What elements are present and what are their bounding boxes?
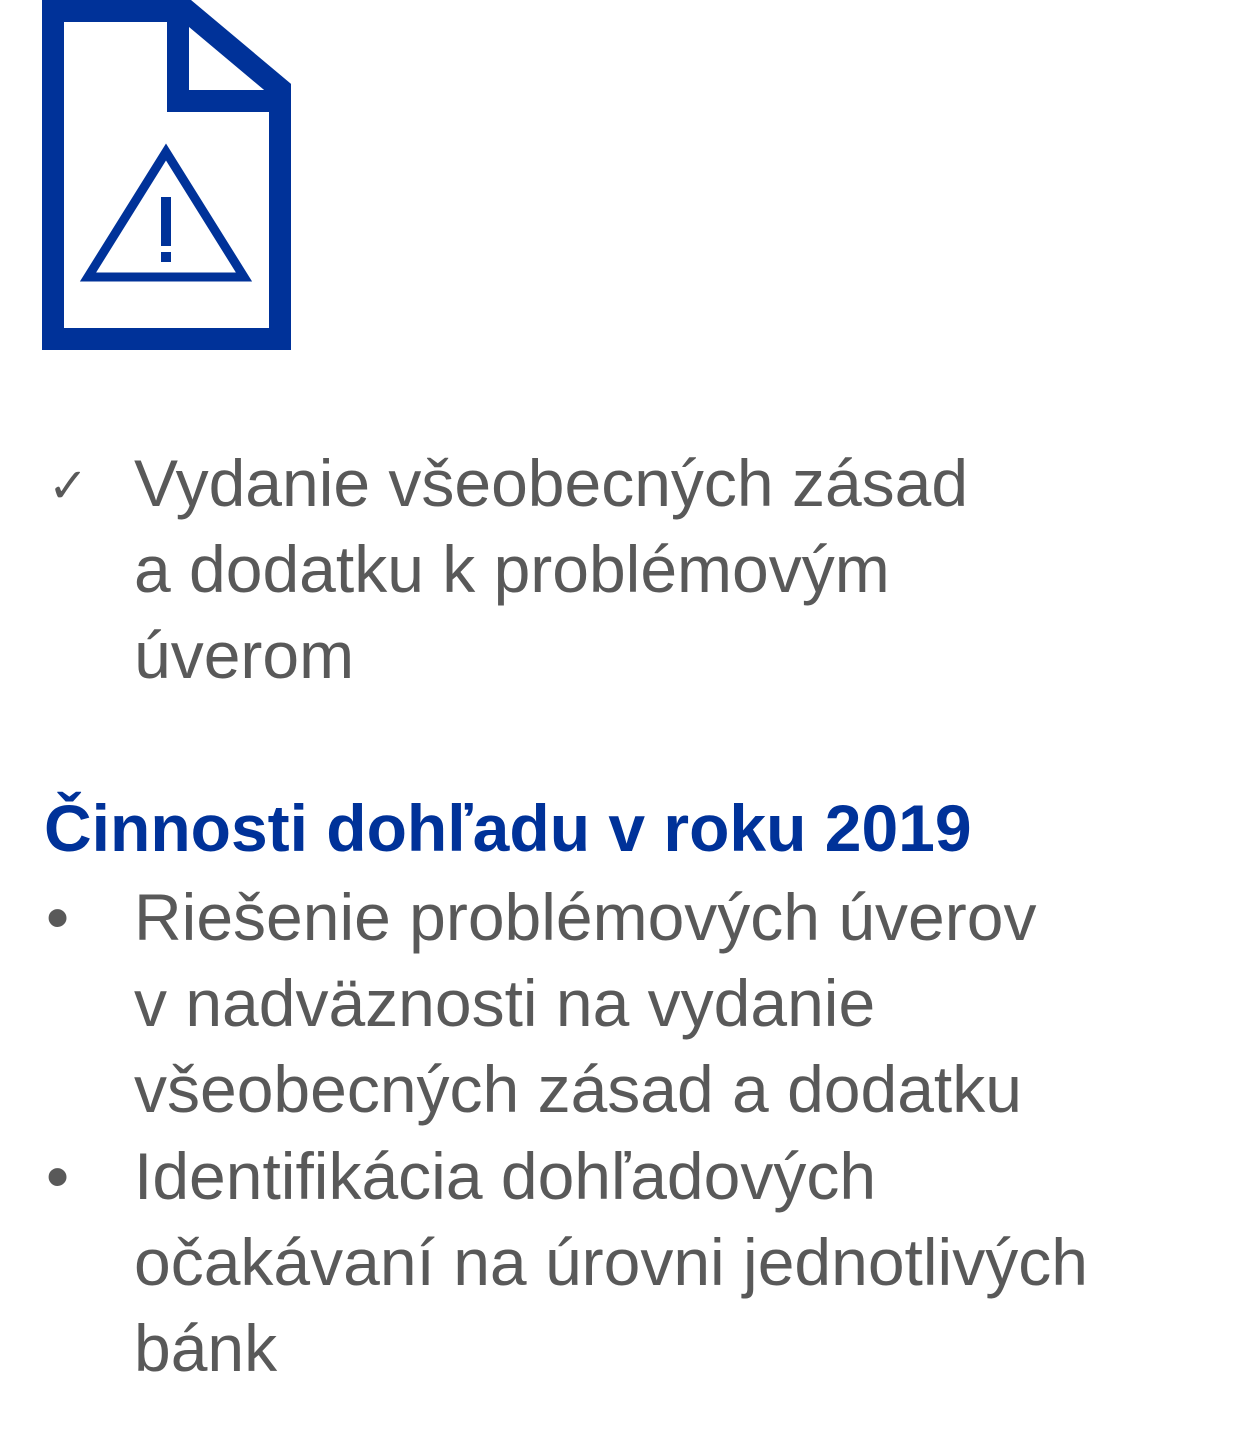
check-item-line: Vydanie všeobecných zásad bbox=[134, 446, 969, 520]
bullet-marker: • bbox=[46, 1139, 70, 1213]
bullet-item-text bbox=[134, 874, 1036, 1132]
bullet-item-text bbox=[134, 1133, 1088, 1391]
section-heading: Činnosti dohľadu v roku 2019 bbox=[44, 791, 972, 865]
bullet-item-line: bánk bbox=[134, 1311, 278, 1385]
bullet-marker: • bbox=[46, 880, 70, 954]
check-item-text bbox=[134, 440, 968, 698]
bullet-item-line: očakávaní na úrovni jednotlivých bbox=[134, 1225, 1088, 1299]
bullet-item-line: Identifikácia dohľadových bbox=[134, 1139, 877, 1213]
bullet-item-line: Riešenie problémových úverov bbox=[134, 880, 1037, 954]
bullet-item-line: všeobecných zásad a dodatku bbox=[134, 1052, 1022, 1126]
document-warning-icon bbox=[42, 0, 292, 350]
check-item-line: úverom bbox=[134, 618, 355, 692]
bullet-item-line: v nadväznosti na vydanie bbox=[134, 966, 876, 1040]
checkmark-icon: ✓ bbox=[48, 460, 89, 513]
check-item-line: a dodatku k problémovým bbox=[134, 532, 890, 606]
